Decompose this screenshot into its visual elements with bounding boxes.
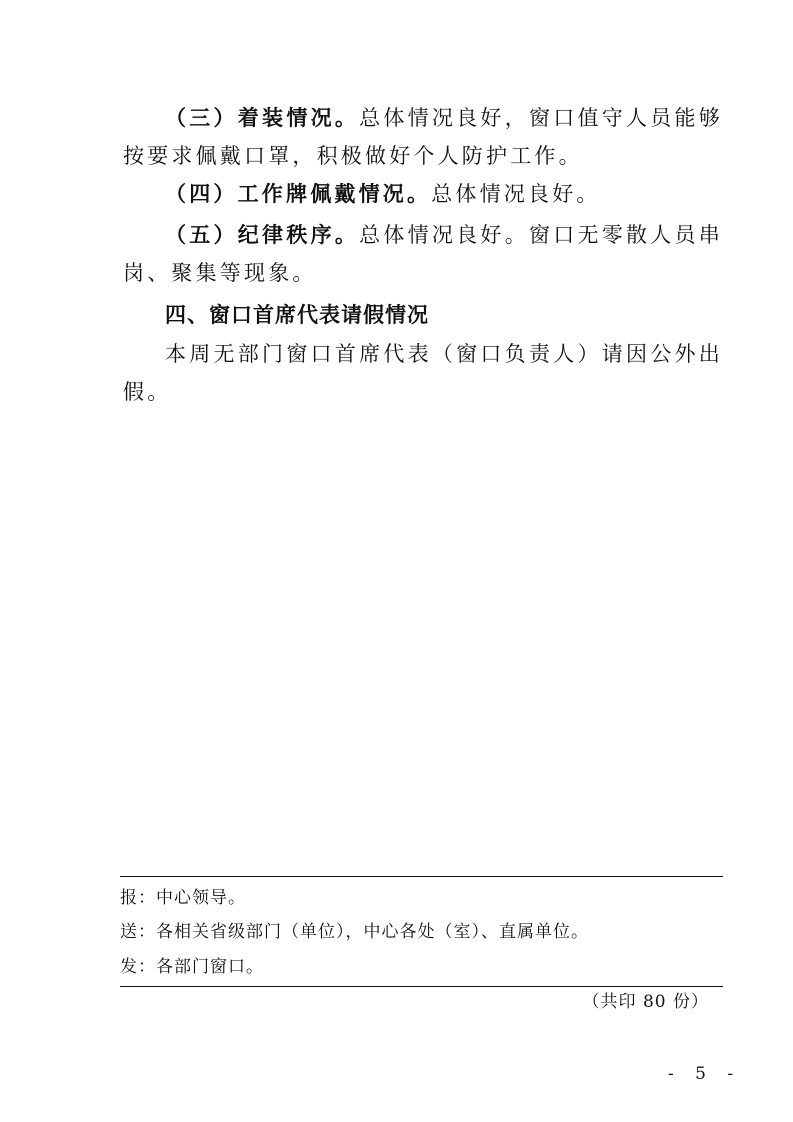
paragraph-discipline-lead: （五）纪律秩序。 (165, 223, 360, 247)
report-line: 报：中心领导。 (120, 888, 246, 908)
paragraph-dress (123, 99, 723, 175)
section-heading: 四、窗口首席代表请假情况 (165, 303, 429, 327)
paragraph-discipline-text: 总体情况良好。窗口无零散人员串岗、聚集等现象。 (123, 223, 723, 285)
copies-note: （共印 80 份） (582, 992, 709, 1012)
send-line: 送：各相关省级部门（单位），中心各处（室）、直属单位。 (120, 922, 589, 942)
paragraph-dress-text: 总体情况良好，窗口值守人员能够按要求佩戴口罩，积极做好个人防护工作。 (123, 106, 723, 168)
paragraph-badge (123, 175, 723, 213)
distribution-top-rule (120, 876, 723, 877)
paragraph-badge-lead: （四）工作牌佩戴情况。 (165, 182, 432, 206)
distribution-bottom-rule (120, 986, 723, 987)
paragraph-discipline (123, 216, 723, 292)
paragraph-badge-text: 总体情况良好。 (431, 182, 601, 206)
issue-line: 发：各部门窗口。 (120, 957, 264, 977)
section-text: 本周无部门窗口首席代表（窗口负责人）请因公外出假。 (123, 342, 723, 404)
paragraph-dress-lead: （三）着装情况。 (165, 106, 360, 130)
page-number: - 5 - (668, 1064, 742, 1084)
